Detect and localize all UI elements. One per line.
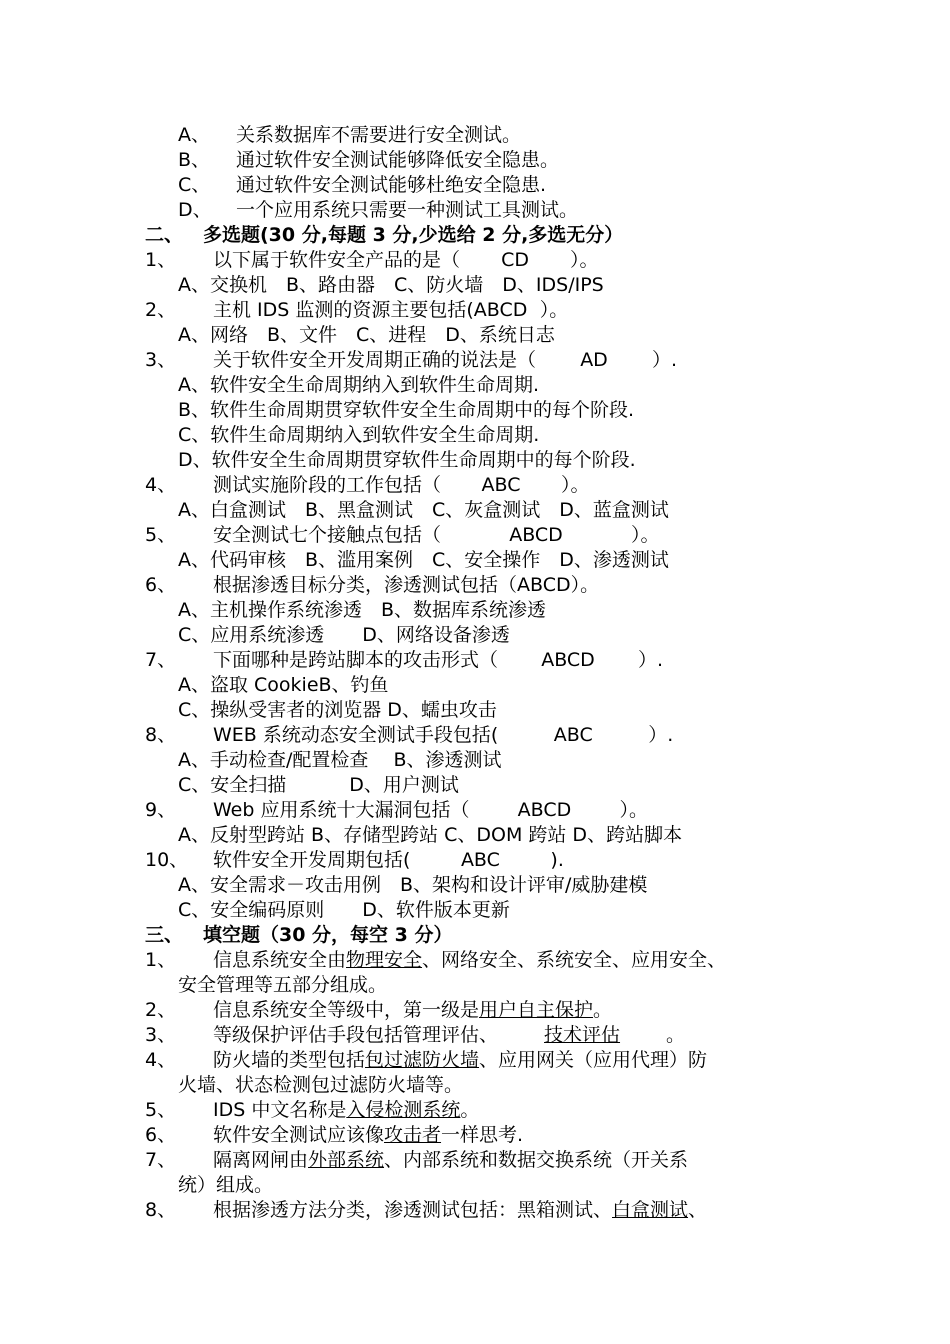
question-line: 10、 软件安全开发周期包括( ABC ). bbox=[145, 849, 564, 871]
answer: ABCD bbox=[473, 299, 528, 321]
option-line: A、盗取 CookieB、钓鱼 bbox=[178, 674, 389, 696]
fill-line: 6、 软件安全测试应该像攻击者一样思考. bbox=[145, 1124, 524, 1146]
option-line: A、白盒测试 B、黑盒测试 C、灰盒测试 D、蓝盒测试 bbox=[178, 499, 669, 521]
answer: ABC bbox=[553, 724, 593, 746]
fill-answer: 用户自主保护 bbox=[479, 999, 594, 1021]
question-line: 3、 关于软件安全开发周期正确的说法是（ AD ）. bbox=[145, 349, 678, 371]
fill-continuation: 火墙、状态检测包过滤防火墙等。 bbox=[178, 1074, 464, 1096]
section-heading: 二、 多选题(30 分,每题 3 分,少选给 2 分,多选无分） bbox=[145, 224, 624, 246]
question-line: 1、 以下属于软件安全产品的是（ CD ）。 bbox=[145, 249, 599, 271]
fill-answer: 攻击者 bbox=[384, 1124, 442, 1146]
fill-answer: 包过滤防火墙 bbox=[365, 1049, 480, 1071]
question-line: 8、 WEB 系统动态安全测试手段包括( ABC ）. bbox=[145, 724, 674, 746]
question-line: 9、 Web 应用系统十大漏洞包括（ ABCD ）。 bbox=[145, 799, 648, 821]
fill-line: 7、 隔离网闸由外部系统、内部系统和数据交换系统（开关系 bbox=[145, 1149, 689, 1171]
option-line: C、软件生命周期纳入到软件安全生命周期. bbox=[178, 424, 540, 446]
option-line: D、软件安全生命周期贯穿软件生命周期中的每个阶段. bbox=[178, 449, 636, 471]
fill-continuation: 统）组成。 bbox=[178, 1174, 274, 1196]
option-line: C、操纵受害者的浏览器 D、蠕虫攻击 bbox=[178, 699, 497, 721]
fill-continuation: 安全管理等五部分组成。 bbox=[178, 974, 388, 996]
fill-line: 2、 信息系统安全等级中，第一级是用户自主保护。 bbox=[145, 999, 613, 1021]
option-line: C、安全扫描 D、用户测试 bbox=[178, 774, 459, 796]
option-line: B、软件生命周期贯穿软件安全生命周期中的每个阶段. bbox=[178, 399, 635, 421]
option-line: A、软件安全生命周期纳入到软件生命周期. bbox=[178, 374, 540, 396]
answer: ABCD bbox=[541, 649, 595, 671]
question-line: 4、 测试实施阶段的工作包括（ ABC ）。 bbox=[145, 474, 590, 496]
answer: ABC bbox=[460, 849, 500, 871]
option-line: A、交换机 B、路由器 C、防火墙 D、IDS/IPS bbox=[178, 274, 604, 296]
answer: ABCD bbox=[509, 524, 563, 546]
option-line: A、反射型跨站 B、存储型跨站 C、DOM 跨站 D、跨站脚本 bbox=[178, 824, 683, 846]
fill-line: 3、 等级保护评估手段包括管理评估、 技术评估 。 bbox=[145, 1024, 686, 1046]
question-line: 5、 安全测试七个接触点包括（ ABCD ）。 bbox=[145, 524, 660, 546]
option-line: A、手动检查/配置检查 B、渗透测试 bbox=[178, 749, 502, 771]
fill-answer: 技术评估 bbox=[544, 1024, 621, 1046]
option-line: A、网络 B、文件 C、进程 D、系统日志 bbox=[178, 324, 555, 346]
answer: AD bbox=[580, 349, 608, 371]
option-line: C、安全编码原则 D、软件版本更新 bbox=[178, 899, 510, 921]
answer: ABCD bbox=[517, 799, 572, 821]
option-line: A、代码审核 B、滥用案例 C、安全操作 D、渗透测试 bbox=[178, 549, 669, 571]
question-line: 6、 根据渗透目标分类，渗透测试包括（ABCD）。 bbox=[145, 574, 600, 596]
option-line: A、安全需求－攻击用例 B、架构和设计评审/威胁建模 bbox=[178, 874, 648, 896]
fill-line: 8、 根据渗透方法分类，渗透测试包括：黑箱测试、白盒测试、 bbox=[145, 1199, 708, 1221]
answer: CD bbox=[501, 249, 529, 271]
fill-line: 5、 IDS 中文名称是入侵检测系统。 bbox=[145, 1099, 480, 1121]
question-line: 2、 主机 IDS 监测的资源主要包括(ABCD ）。 bbox=[145, 299, 569, 321]
option-line: D、 一个应用系统只需要一种测试工具测试。 bbox=[178, 199, 579, 221]
option-line: B、 通过软件安全测试能够降低安全隐患。 bbox=[178, 149, 560, 171]
fill-line: 1、 信息系统安全由物理安全、网络安全、系统安全、应用安全、 bbox=[145, 949, 727, 971]
fill-answer: 入侵检测系统 bbox=[346, 1099, 461, 1121]
fill-answer: 外部系统 bbox=[308, 1149, 385, 1171]
fill-answer: 物理安全 bbox=[346, 949, 423, 971]
answer: ABC bbox=[481, 474, 521, 496]
fill-answer: 白盒测试 bbox=[612, 1199, 689, 1221]
option-line: A、 关系数据库不需要进行安全测试。 bbox=[178, 124, 522, 146]
fill-line: 4、 防火墙的类型包括包过滤防火墙、应用网关（应用代理）防 bbox=[145, 1049, 708, 1071]
option-line: C、应用系统渗透 D、网络设备渗透 bbox=[178, 624, 510, 646]
option-line: A、主机操作系统渗透 B、数据库系统渗透 bbox=[178, 599, 547, 621]
question-line: 7、 下面哪种是跨站脚本的攻击形式（ ABCD ）. bbox=[145, 649, 664, 671]
section-heading: 三、 填空题（30 分，每空 3 分） bbox=[145, 924, 453, 946]
option-line: C、 通过软件安全测试能够杜绝安全隐患. bbox=[178, 174, 547, 196]
